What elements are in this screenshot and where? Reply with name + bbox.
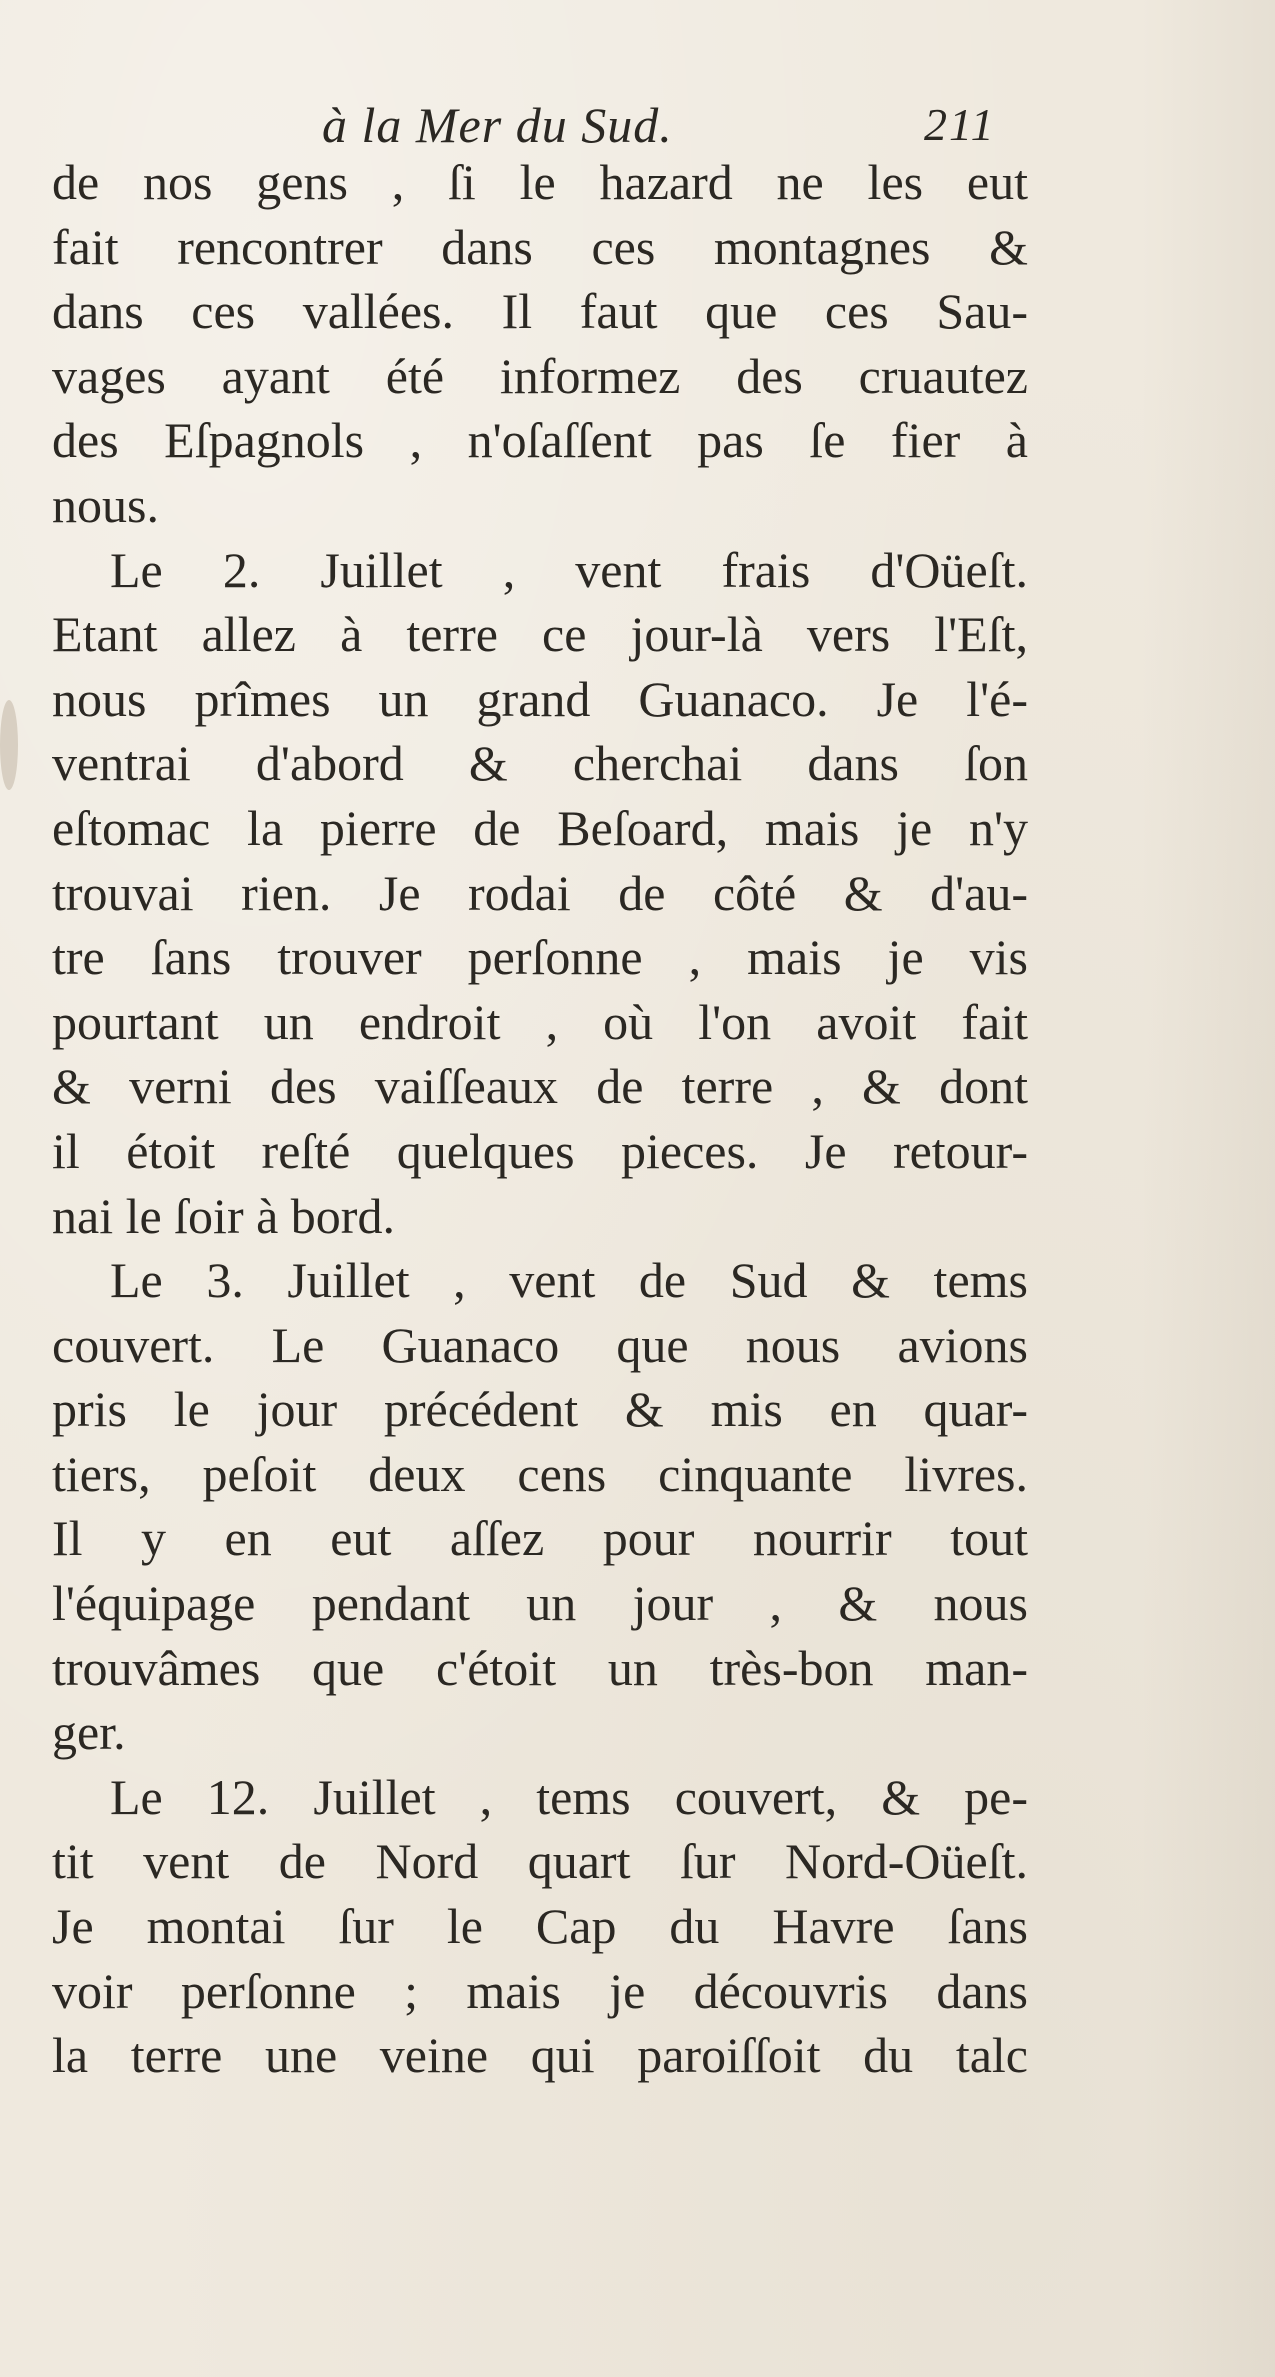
body-text [52, 150, 1028, 2088]
text-line: vages ayant été informez des cruautez [52, 347, 1028, 404]
paragraph-start: Le 12. Juillet , tems couvert, & pe- [110, 1768, 1028, 1825]
text-line: il étoit reſté quelques pieces. Je retour- [52, 1122, 1028, 1179]
paper-stain [1140, 0, 1275, 2377]
text-line: Il y en eut aſſez pour nourrir tout [52, 1510, 1028, 1567]
text-line: dans ces vallées. Il faut que ces Sau- [52, 283, 1028, 340]
page-number: 211 [924, 99, 996, 150]
text-line: tiers, peſoit deux cens cinquante livres. [52, 1445, 1028, 1502]
text-line: trouvâmes que c'étoit un très-bon man- [52, 1639, 1028, 1696]
paper-stain [0, 700, 18, 790]
text-line: tit vent de Nord quart ſur Nord-Oüeſt. [52, 1833, 1028, 1890]
text-line: & verni des vaiſſeaux de terre , & dont [52, 1058, 1028, 1115]
text-line: nous prîmes un grand Guanaco. Je l'é- [52, 670, 1028, 727]
running-title: à la Mer du Sud. [322, 97, 673, 153]
text-line: des Eſpagnols , n'oſaſſent pas ſe fier à [52, 412, 1028, 469]
text-line: trouvai rien. Je rodai de côté & d'au- [52, 864, 1028, 921]
running-head [0, 95, 1275, 155]
text-line: Je montai ſur le Cap du Havre ſans [52, 1898, 1028, 1955]
text-line: pourtant un endroit , où l'on avoit fait [52, 993, 1028, 1050]
text-line: nai le ſoir à bord. [52, 1187, 395, 1244]
text-line: voir perſonne ; mais je découvris dans [52, 1962, 1028, 2019]
text-line: fait rencontrer dans ces montagnes & [52, 218, 1028, 275]
text-line: Etant allez à terre ce jour-là vers l'Eſt, [52, 606, 1028, 663]
paragraph-start: Le 3. Juillet , vent de Sud & tems [110, 1252, 1028, 1309]
text-line: la terre une veine qui paroiſſoit du talc [52, 2027, 1028, 2084]
text-line: couvert. Le Guanaco que nous avions [52, 1316, 1028, 1373]
text-line: pris le jour précédent & mis en quar- [52, 1381, 1028, 1438]
text-line: nous. [52, 476, 159, 533]
text-line: ger. [52, 1704, 126, 1761]
paragraph-start: Le 2. Juillet , vent frais d'Oüeſt. [110, 541, 1028, 598]
text-line: ventrai d'abord & cherchai dans ſon [52, 735, 1028, 792]
text-line: tre ſans trouver perſonne , mais je vis [52, 929, 1028, 986]
text-line: eſtomac la pierre de Beſoard, mais je n'y [52, 799, 1028, 856]
text-line: de nos gens , ſi le hazard ne les eut [52, 154, 1028, 210]
text-line: l'équipage pendant un jour , & nous [52, 1575, 1028, 1632]
